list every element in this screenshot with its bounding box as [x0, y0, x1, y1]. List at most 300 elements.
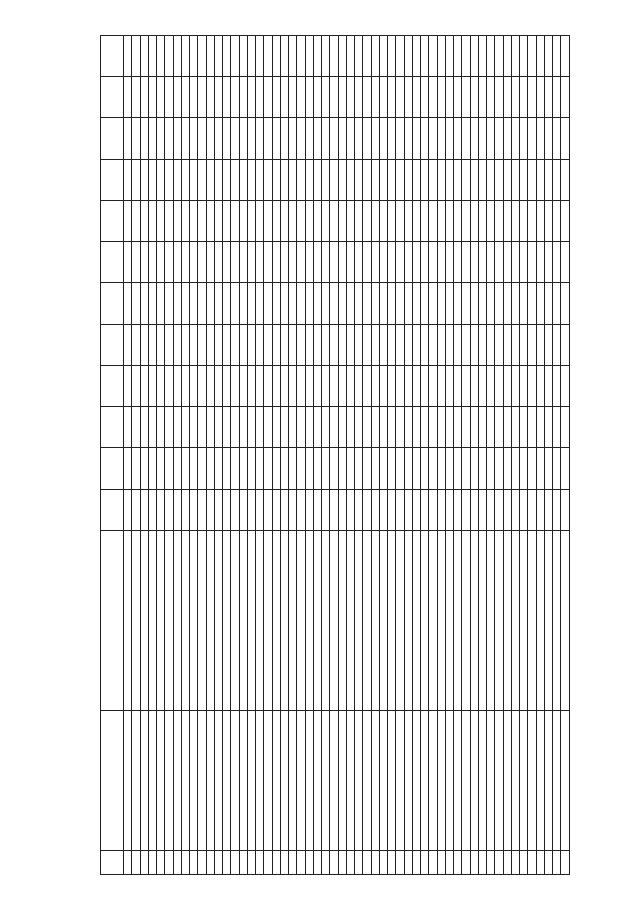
price-cell: [289, 201, 297, 242]
price-cell: [503, 118, 511, 159]
price-cell: [165, 407, 173, 448]
price-cell: [363, 201, 371, 242]
price-cell: [239, 366, 247, 407]
price-cell: [528, 242, 536, 283]
row-number-cell: [487, 851, 495, 875]
subject-cell: [165, 711, 173, 851]
price-cell: [280, 242, 288, 283]
price-cell: [165, 36, 173, 77]
price-cell: [173, 201, 181, 242]
price-cell: [388, 242, 396, 283]
row-number-cell: [511, 851, 519, 875]
subject-cell: [346, 711, 354, 851]
price-cell: [256, 489, 264, 530]
price-cell: [313, 159, 321, 200]
subject-cell: [157, 711, 165, 851]
object-cell: [157, 531, 165, 711]
table-row: [140, 36, 148, 875]
price-cell: [264, 159, 272, 200]
price-cell: [511, 407, 519, 448]
row-number-cell: [305, 851, 313, 875]
price-cell: [338, 118, 346, 159]
price-cell: [437, 159, 445, 200]
header-month: [101, 159, 124, 200]
price-cell: [478, 407, 486, 448]
price-cell: [330, 36, 338, 77]
table-row: [462, 36, 470, 875]
price-cell: [223, 366, 231, 407]
price-cell: [173, 489, 181, 530]
price-cell: [140, 489, 148, 530]
price-cell: [553, 448, 561, 489]
price-cell: [379, 448, 387, 489]
price-cell: [132, 366, 140, 407]
price-cell: [338, 201, 346, 242]
row-number-cell: [140, 851, 148, 875]
price-cell: [173, 118, 181, 159]
price-cell: [404, 324, 412, 365]
price-cell: [223, 407, 231, 448]
price-cell: [165, 118, 173, 159]
price-cell: [330, 489, 338, 530]
price-cell: [297, 77, 305, 118]
object-cell: [132, 531, 140, 711]
price-cell: [338, 242, 346, 283]
subject-cell: [124, 711, 132, 851]
price-cell: [520, 489, 528, 530]
price-cell: [478, 324, 486, 365]
table-row: [148, 36, 156, 875]
price-cell: [173, 242, 181, 283]
price-cell: [421, 201, 429, 242]
price-cell: [404, 489, 412, 530]
price-cell: [454, 159, 462, 200]
price-cell: [544, 366, 552, 407]
price-cell: [338, 159, 346, 200]
row-number-cell: [404, 851, 412, 875]
price-cell: [264, 118, 272, 159]
price-cell: [363, 77, 371, 118]
price-cell: [379, 324, 387, 365]
price-cell: [313, 366, 321, 407]
row-number-cell: [503, 851, 511, 875]
price-cell: [437, 242, 445, 283]
price-cell: [503, 324, 511, 365]
price-cell: [223, 201, 231, 242]
table-row: [124, 36, 132, 875]
row-number-cell: [256, 851, 264, 875]
header-month: [101, 489, 124, 530]
price-cell: [198, 36, 206, 77]
price-cell: [181, 366, 189, 407]
price-cell: [437, 407, 445, 448]
subject-cell: [437, 711, 445, 851]
price-cell: [264, 407, 272, 448]
price-cell: [305, 118, 313, 159]
price-cell: [355, 489, 363, 530]
price-cell: [511, 201, 519, 242]
price-cell: [520, 283, 528, 324]
price-cell: [544, 159, 552, 200]
table-header-row: [101, 36, 124, 875]
price-cell: [313, 242, 321, 283]
price-cell: [355, 36, 363, 77]
price-cell: [470, 118, 478, 159]
object-cell: [214, 531, 222, 711]
price-cell: [264, 324, 272, 365]
price-cell: [388, 407, 396, 448]
price-cell: [206, 159, 214, 200]
price-cell: [379, 159, 387, 200]
subject-cell: [247, 711, 255, 851]
row-number-cell: [379, 851, 387, 875]
price-cell: [520, 159, 528, 200]
price-cell: [536, 448, 544, 489]
price-cell: [412, 242, 420, 283]
price-cell: [470, 324, 478, 365]
price-cell: [561, 324, 570, 365]
object-cell: [553, 531, 561, 711]
price-cell: [544, 448, 552, 489]
object-cell: [470, 531, 478, 711]
price-cell: [553, 159, 561, 200]
object-cell: [429, 531, 437, 711]
price-cell: [140, 407, 148, 448]
price-cell: [553, 489, 561, 530]
row-number-cell: [470, 851, 478, 875]
price-cell: [322, 283, 330, 324]
price-cell: [536, 407, 544, 448]
price-cell: [148, 283, 156, 324]
price-cell: [371, 366, 379, 407]
price-cell: [124, 159, 132, 200]
price-cell: [124, 36, 132, 77]
price-cell: [487, 407, 495, 448]
price-cell: [503, 201, 511, 242]
price-cell: [231, 77, 239, 118]
price-cell: [454, 201, 462, 242]
subject-cell: [264, 711, 272, 851]
price-cell: [511, 448, 519, 489]
subject-cell: [132, 711, 140, 851]
price-cell: [190, 324, 198, 365]
price-cell: [363, 118, 371, 159]
subject-cell: [363, 711, 371, 851]
price-cell: [305, 159, 313, 200]
row-number-cell: [437, 851, 445, 875]
price-cell: [536, 366, 544, 407]
appendix-header: [24, 39, 64, 289]
subject-cell: [511, 711, 519, 851]
table-row: [322, 36, 330, 875]
price-cell: [132, 407, 140, 448]
row-number-cell: [338, 851, 346, 875]
price-cell: [272, 201, 280, 242]
price-cell: [379, 407, 387, 448]
price-cell: [495, 324, 503, 365]
price-cell: [289, 77, 297, 118]
price-cell: [206, 201, 214, 242]
price-cell: [454, 448, 462, 489]
price-cell: [470, 366, 478, 407]
price-cell: [346, 201, 354, 242]
price-cell: [478, 366, 486, 407]
price-cell: [478, 77, 486, 118]
price-cell: [124, 448, 132, 489]
price-cell: [297, 448, 305, 489]
price-cell: [297, 159, 305, 200]
price-cell: [289, 283, 297, 324]
price-cell: [388, 36, 396, 77]
object-cell: [363, 531, 371, 711]
row-number-cell: [544, 851, 552, 875]
price-cell: [305, 36, 313, 77]
price-cell: [544, 36, 552, 77]
table-row: [338, 36, 346, 875]
object-cell: [379, 531, 387, 711]
price-cell: [487, 159, 495, 200]
price-cell: [256, 407, 264, 448]
price-cell: [478, 36, 486, 77]
table-row: [396, 36, 404, 875]
subject-cell: [412, 711, 420, 851]
price-cell: [231, 448, 239, 489]
price-cell: [404, 448, 412, 489]
price-cell: [429, 159, 437, 200]
table-row: [132, 36, 140, 875]
price-cell: [297, 489, 305, 530]
price-cell: [388, 118, 396, 159]
object-cell: [338, 531, 346, 711]
price-cell: [132, 283, 140, 324]
price-cell: [305, 448, 313, 489]
table-row: [429, 36, 437, 875]
price-cell: [536, 118, 544, 159]
price-cell: [165, 283, 173, 324]
price-cell: [421, 366, 429, 407]
price-cell: [404, 201, 412, 242]
price-cell: [247, 366, 255, 407]
price-cell: [454, 283, 462, 324]
price-cell: [445, 118, 453, 159]
price-cell: [346, 242, 354, 283]
price-cell: [256, 118, 264, 159]
header-month: [101, 77, 124, 118]
price-cell: [553, 407, 561, 448]
table-row: [363, 36, 371, 875]
price-cell: [239, 407, 247, 448]
price-cell: [528, 159, 536, 200]
price-cell: [520, 324, 528, 365]
price-cell: [454, 36, 462, 77]
price-cell: [181, 283, 189, 324]
price-cell: [445, 407, 453, 448]
price-cell: [148, 324, 156, 365]
price-cell: [363, 283, 371, 324]
price-cell: [190, 283, 198, 324]
price-cell: [181, 201, 189, 242]
price-cell: [322, 366, 330, 407]
price-cell: [206, 118, 214, 159]
price-cell: [478, 159, 486, 200]
price-cell: [206, 407, 214, 448]
object-cell: [198, 531, 206, 711]
price-cell: [198, 118, 206, 159]
price-cell: [561, 201, 570, 242]
price-cell: [140, 324, 148, 365]
price-cell: [421, 36, 429, 77]
table-row: [544, 36, 552, 875]
price-cell: [132, 36, 140, 77]
price-cell: [445, 77, 453, 118]
price-cell: [264, 366, 272, 407]
table-row: [495, 36, 503, 875]
price-cell: [503, 283, 511, 324]
object-cell: [487, 531, 495, 711]
price-cell: [247, 448, 255, 489]
price-cell: [404, 159, 412, 200]
price-cell: [404, 407, 412, 448]
subject-cell: [289, 711, 297, 851]
price-cell: [462, 201, 470, 242]
price-cell: [396, 159, 404, 200]
price-cell: [140, 201, 148, 242]
object-cell: [181, 531, 189, 711]
table-row: [264, 36, 272, 875]
price-cell: [503, 36, 511, 77]
price-cell: [297, 242, 305, 283]
price-cell: [338, 366, 346, 407]
price-cell: [132, 324, 140, 365]
table-row: [388, 36, 396, 875]
price-cell: [157, 242, 165, 283]
object-cell: [305, 531, 313, 711]
price-cell: [239, 159, 247, 200]
header-subject: [101, 711, 124, 851]
price-cell: [190, 448, 198, 489]
subject-cell: [544, 711, 552, 851]
table-row: [454, 36, 462, 875]
subject-cell: [297, 711, 305, 851]
price-cell: [223, 448, 231, 489]
object-cell: [511, 531, 519, 711]
subject-cell: [305, 711, 313, 851]
price-cell: [371, 283, 379, 324]
price-cell: [520, 448, 528, 489]
table-row: [214, 36, 222, 875]
table-row: [561, 36, 570, 875]
price-cell: [173, 324, 181, 365]
row-number-cell: [247, 851, 255, 875]
object-cell: [223, 531, 231, 711]
price-cell: [231, 242, 239, 283]
table-row: [470, 36, 478, 875]
price-cell: [561, 407, 570, 448]
price-cell: [297, 36, 305, 77]
table-row: [412, 36, 420, 875]
price-cell: [445, 324, 453, 365]
price-cell: [256, 366, 264, 407]
price-cell: [181, 489, 189, 530]
object-cell: [165, 531, 173, 711]
price-cell: [371, 159, 379, 200]
row-number-cell: [297, 851, 305, 875]
price-cell: [231, 407, 239, 448]
price-cell: [322, 159, 330, 200]
row-number-cell: [355, 851, 363, 875]
price-cell: [454, 366, 462, 407]
price-cell: [379, 201, 387, 242]
price-cell: [256, 159, 264, 200]
price-cell: [157, 118, 165, 159]
price-cell: [536, 242, 544, 283]
price-cell: [536, 283, 544, 324]
price-cell: [165, 489, 173, 530]
object-cell: [148, 531, 156, 711]
price-cell: [239, 118, 247, 159]
price-cell: [297, 283, 305, 324]
price-cell: [495, 448, 503, 489]
price-cell: [148, 201, 156, 242]
price-cell: [305, 201, 313, 242]
price-cell: [214, 283, 222, 324]
table-row: [157, 36, 165, 875]
price-cell: [511, 77, 519, 118]
price-cell: [132, 489, 140, 530]
price-cell: [454, 242, 462, 283]
object-cell: [322, 531, 330, 711]
subject-cell: [462, 711, 470, 851]
price-cell: [181, 448, 189, 489]
subject-cell: [379, 711, 387, 851]
row-number-cell: [313, 851, 321, 875]
price-cell: [165, 242, 173, 283]
price-cell: [462, 36, 470, 77]
price-cell: [239, 283, 247, 324]
subject-cell: [355, 711, 363, 851]
subject-cell: [445, 711, 453, 851]
price-cell: [503, 448, 511, 489]
price-cell: [190, 201, 198, 242]
price-cell: [363, 366, 371, 407]
price-cell: [561, 448, 570, 489]
price-cell: [511, 366, 519, 407]
price-cell: [272, 448, 280, 489]
header-month: [101, 283, 124, 324]
price-cell: [173, 407, 181, 448]
price-cell: [536, 36, 544, 77]
price-cell: [173, 159, 181, 200]
price-cell: [313, 201, 321, 242]
price-cell: [289, 448, 297, 489]
object-cell: [289, 531, 297, 711]
price-cell: [454, 489, 462, 530]
price-cell: [173, 36, 181, 77]
price-cell: [124, 407, 132, 448]
price-cell: [272, 366, 280, 407]
price-cell: [437, 201, 445, 242]
price-cell: [346, 407, 354, 448]
price-cell: [256, 242, 264, 283]
price-cell: [536, 159, 544, 200]
price-cell: [553, 77, 561, 118]
object-cell: [256, 531, 264, 711]
price-cell: [495, 201, 503, 242]
price-cell: [429, 201, 437, 242]
price-cell: [561, 283, 570, 324]
row-number-cell: [363, 851, 371, 875]
object-cell: [478, 531, 486, 711]
